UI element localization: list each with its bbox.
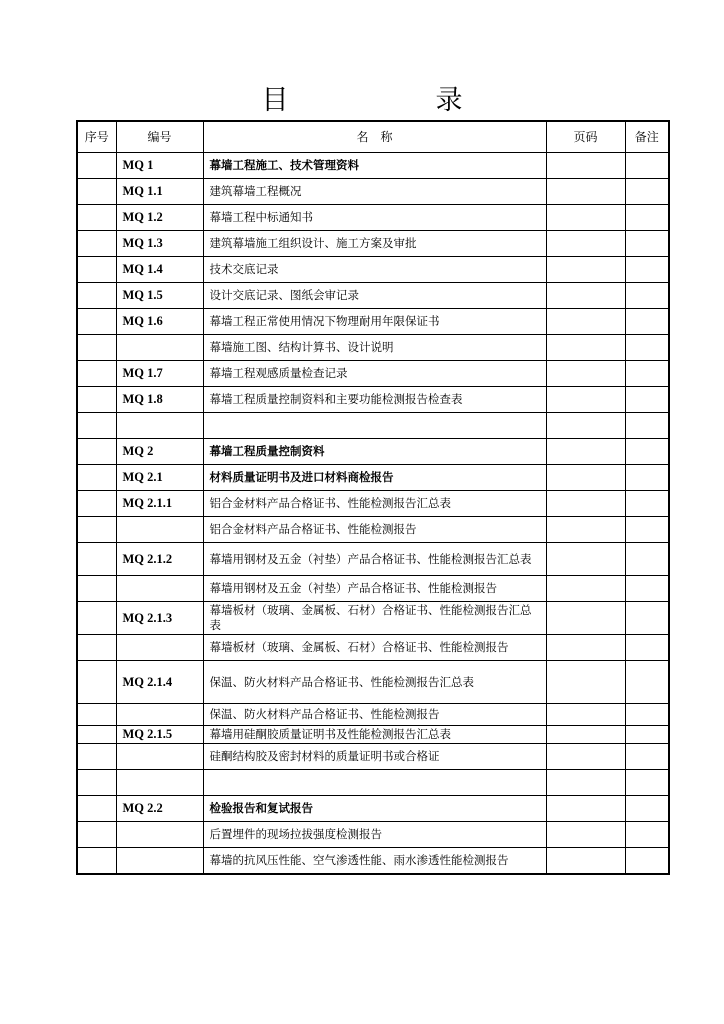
remark-cell — [625, 726, 669, 744]
header-remark: 备注 — [625, 121, 669, 153]
table-row — [77, 661, 669, 704]
seq-cell — [77, 231, 116, 257]
code-cell: MQ 1.8 — [116, 387, 203, 413]
page-cell — [546, 153, 625, 179]
table-row — [77, 231, 669, 257]
code-cell — [116, 848, 203, 874]
code-cell: MQ 1.1 — [116, 179, 203, 205]
table-row — [77, 848, 669, 874]
remark-cell — [625, 283, 669, 309]
code-cell: MQ 1.4 — [116, 257, 203, 283]
seq-cell — [77, 770, 116, 796]
page-cell — [546, 205, 625, 231]
name-cell: 幕墙板材（玻璃、金属板、石材）合格证书、性能检测报告 — [203, 635, 546, 661]
code-cell: MQ 1.5 — [116, 283, 203, 309]
seq-cell — [77, 796, 116, 822]
code-cell: MQ 2.1 — [116, 465, 203, 491]
remark-cell — [625, 439, 669, 465]
page-cell — [546, 704, 625, 726]
code-cell: MQ 2.1.2 — [116, 543, 203, 576]
table-row — [77, 517, 669, 543]
remark-cell — [625, 848, 669, 874]
page-cell — [546, 543, 625, 576]
remark-cell — [625, 465, 669, 491]
name-cell — [203, 413, 546, 439]
name-cell: 建筑幕墙施工组织设计、施工方案及审批 — [203, 231, 546, 257]
page-cell — [546, 179, 625, 205]
seq-cell — [77, 576, 116, 602]
page-cell — [546, 726, 625, 744]
remark-cell — [625, 231, 669, 257]
remark-cell — [625, 704, 669, 726]
name-cell: 幕墙工程质量控制资料和主要功能检测报告检查表 — [203, 387, 546, 413]
table-row — [77, 439, 669, 465]
seq-cell — [77, 744, 116, 770]
code-cell — [116, 635, 203, 661]
name-cell: 幕墙用钢材及五金（衬垫）产品合格证书、性能检测报告 — [203, 576, 546, 602]
table-row — [77, 257, 669, 283]
table-row — [77, 465, 669, 491]
table-row — [77, 704, 669, 726]
remark-cell — [625, 361, 669, 387]
name-cell: 铝合金材料产品合格证书、性能检测报告汇总表 — [203, 491, 546, 517]
name-cell: 检验报告和复试报告 — [203, 796, 546, 822]
remark-cell — [625, 517, 669, 543]
code-cell: MQ 2.1.3 — [116, 602, 203, 635]
seq-cell — [77, 179, 116, 205]
table-row — [77, 153, 669, 179]
name-cell: 幕墙工程中标通知书 — [203, 205, 546, 231]
table-row — [77, 179, 669, 205]
page-cell — [546, 796, 625, 822]
name-cell: 铝合金材料产品合格证书、性能检测报告 — [203, 517, 546, 543]
code-cell — [116, 576, 203, 602]
table-row — [77, 543, 669, 576]
name-cell: 设计交底记录、图纸会审记录 — [203, 283, 546, 309]
code-cell — [116, 770, 203, 796]
table-row — [77, 576, 669, 602]
remark-cell — [625, 153, 669, 179]
remark-cell — [625, 205, 669, 231]
remark-cell — [625, 387, 669, 413]
code-cell: MQ 2.2 — [116, 796, 203, 822]
page-cell — [546, 491, 625, 517]
code-cell: MQ 1.2 — [116, 205, 203, 231]
table-row — [77, 335, 669, 361]
page-cell — [546, 576, 625, 602]
seq-cell — [77, 661, 116, 704]
remark-cell — [625, 744, 669, 770]
page-cell — [546, 770, 625, 796]
name-cell: 幕墙工程施工、技术管理资料 — [203, 153, 546, 179]
code-cell — [116, 704, 203, 726]
seq-cell — [77, 361, 116, 387]
name-cell: 幕墙的抗风压性能、空气渗透性能、雨水渗透性能检测报告 — [203, 848, 546, 874]
seq-cell — [77, 257, 116, 283]
page-cell — [546, 517, 625, 543]
table-row — [77, 205, 669, 231]
remark-cell — [625, 257, 669, 283]
page-cell — [546, 361, 625, 387]
page-cell — [546, 822, 625, 848]
seq-cell — [77, 439, 116, 465]
table-row — [77, 770, 669, 796]
page-cell — [546, 283, 625, 309]
name-cell: 硅酮结构胶及密封材料的质量证明书或合格证 — [203, 744, 546, 770]
code-cell: MQ 1.3 — [116, 231, 203, 257]
page-cell — [546, 439, 625, 465]
remark-cell — [625, 796, 669, 822]
header-code: 编号 — [116, 121, 203, 153]
seq-cell — [77, 413, 116, 439]
code-cell: MQ 2.1.1 — [116, 491, 203, 517]
name-cell: 幕墙工程观感质量检查记录 — [203, 361, 546, 387]
contents-table — [76, 120, 670, 875]
page-cell — [546, 602, 625, 635]
table-row — [77, 744, 669, 770]
remark-cell — [625, 635, 669, 661]
page-title: 目 录 — [261, 85, 523, 116]
header-name: 名 称 — [203, 121, 546, 153]
code-cell — [116, 335, 203, 361]
name-cell: 幕墙用硅酮胶质量证明书及性能检测报告汇总表 — [203, 726, 546, 744]
header-row — [77, 121, 669, 153]
seq-cell — [77, 726, 116, 744]
code-cell: MQ 2 — [116, 439, 203, 465]
table-row — [77, 387, 669, 413]
seq-cell — [77, 635, 116, 661]
table-row — [77, 283, 669, 309]
name-cell: 幕墙工程正常使用情况下物理耐用年限保证书 — [203, 309, 546, 335]
code-cell — [116, 517, 203, 543]
name-cell: 保温、防火材料产品合格证书、性能检测报告汇总表 — [203, 661, 546, 704]
seq-cell — [77, 205, 116, 231]
code-cell: MQ 1.7 — [116, 361, 203, 387]
table-row — [77, 602, 669, 635]
name-cell: 材料质量证明书及进口材料商检报告 — [203, 465, 546, 491]
page-cell — [546, 309, 625, 335]
header-page: 页码 — [546, 121, 625, 153]
table-row — [77, 309, 669, 335]
table-row — [77, 491, 669, 517]
remark-cell — [625, 602, 669, 635]
remark-cell — [625, 491, 669, 517]
page-cell — [546, 257, 625, 283]
page-cell — [546, 413, 625, 439]
seq-cell — [77, 153, 116, 179]
remark-cell — [625, 822, 669, 848]
table-row — [77, 796, 669, 822]
page-cell — [546, 635, 625, 661]
seq-cell — [77, 822, 116, 848]
code-cell — [116, 413, 203, 439]
remark-cell — [625, 179, 669, 205]
seq-cell — [77, 543, 116, 576]
remark-cell — [625, 661, 669, 704]
name-cell: 幕墙用钢材及五金（衬垫）产品合格证书、性能检测报告汇总表 — [203, 543, 546, 576]
remark-cell — [625, 576, 669, 602]
name-cell: 幕墙板材（玻璃、金属板、石材）合格证书、性能检测报告汇总表 — [203, 602, 546, 635]
table-row — [77, 635, 669, 661]
code-cell: MQ 2.1.4 — [116, 661, 203, 704]
seq-cell — [77, 704, 116, 726]
page-cell — [546, 335, 625, 361]
code-cell: MQ 2.1.5 — [116, 726, 203, 744]
remark-cell — [625, 335, 669, 361]
seq-cell — [77, 283, 116, 309]
page-cell — [546, 848, 625, 874]
remark-cell — [625, 770, 669, 796]
seq-cell — [77, 517, 116, 543]
remark-cell — [625, 543, 669, 576]
code-cell: MQ 1.6 — [116, 309, 203, 335]
table-row — [77, 822, 669, 848]
name-cell: 建筑幕墙工程概况 — [203, 179, 546, 205]
table-row — [77, 726, 669, 744]
code-cell — [116, 744, 203, 770]
table-row — [77, 361, 669, 387]
name-cell: 幕墙施工图、结构计算书、设计说明 — [203, 335, 546, 361]
page-cell — [546, 744, 625, 770]
seq-cell — [77, 335, 116, 361]
page-cell — [546, 387, 625, 413]
seq-cell — [77, 387, 116, 413]
seq-cell — [77, 602, 116, 635]
page-cell — [546, 465, 625, 491]
table-row — [77, 413, 669, 439]
remark-cell — [625, 413, 669, 439]
page-cell — [546, 231, 625, 257]
name-cell — [203, 770, 546, 796]
seq-cell — [77, 309, 116, 335]
seq-cell — [77, 491, 116, 517]
name-cell: 保温、防火材料产品合格证书、性能检测报告 — [203, 704, 546, 726]
code-cell — [116, 822, 203, 848]
seq-cell — [77, 465, 116, 491]
code-cell: MQ 1 — [116, 153, 203, 179]
page-cell — [546, 661, 625, 704]
name-cell: 幕墙工程质量控制资料 — [203, 439, 546, 465]
name-cell: 技术交底记录 — [203, 257, 546, 283]
remark-cell — [625, 309, 669, 335]
seq-cell — [77, 848, 116, 874]
header-seq: 序号 — [77, 121, 116, 153]
name-cell: 后置埋件的现场拉拔强度检测报告 — [203, 822, 546, 848]
